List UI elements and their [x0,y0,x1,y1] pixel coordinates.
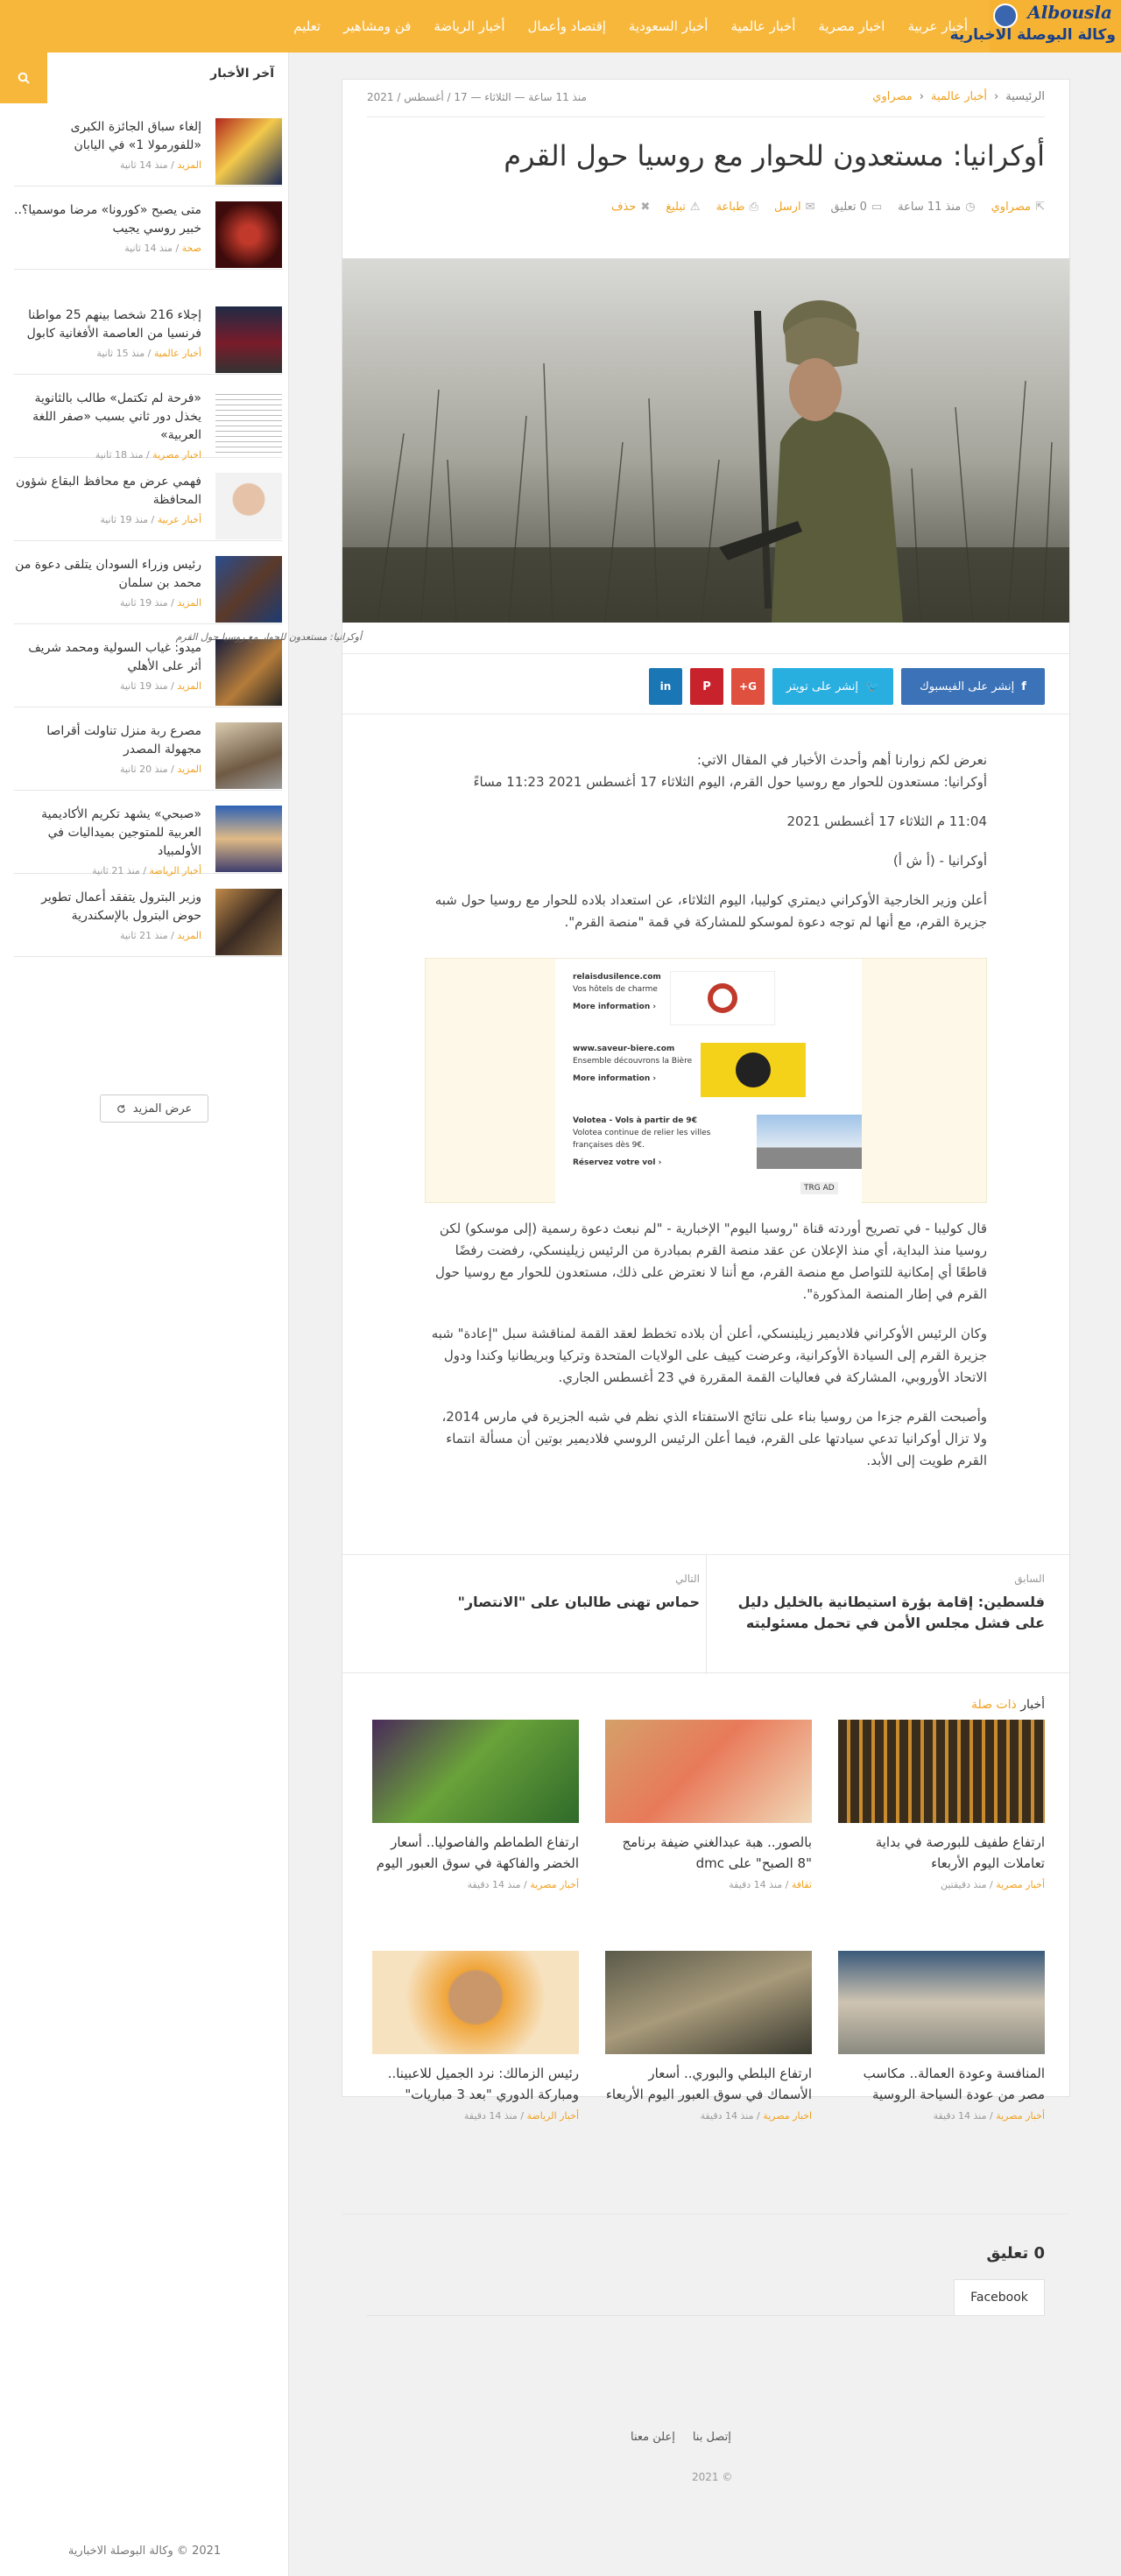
envelope-icon: ✉ [805,201,815,214]
related-title[interactable]: ارتفاع طفيف للبورصة في بداية تعاملات اليوم الأربعاء [875,1834,1045,1871]
paragraph: أوكرانيا: مستعدون للحوار مع روسيا حول القرم، اليوم الثلاثاء 17 أغسطس 2021 11:23 مساءً [473,774,987,790]
share-buttons [649,668,1045,705]
list-item[interactable]: إلغاء سباق الجائزة الكبرى «للفورمولا 1» في اليابان المزيد / منذ 14 ثانية [14,103,282,187]
related-item[interactable]: بالصور.. هبة عبدالغني ضيفة برنامج "8 الصبح" على dmc ثقافة / منذ 14 دقيقة [605,1720,812,1890]
chevron-left-icon: ‹ [994,90,999,103]
footer-link-advertise[interactable]: إعلن معنا [631,2431,675,2444]
item-title[interactable]: ميدو: غياب السولية ومحمد شريف أثر على الأهلي [28,641,201,673]
item-time: منذ 15 ثانية [96,348,145,359]
ad-item[interactable] [573,971,775,1025]
top-bar [0,0,1121,53]
time-label: منذ 11 ساعة [898,201,962,214]
comments-title: 0 تعليق [986,2244,1045,2263]
related-time: منذ 14 دقيقة [700,2110,754,2122]
ad-item[interactable] [573,1115,862,1169]
prev-label: السابق [1014,1573,1045,1585]
divider [367,2315,1045,2316]
ad-desc: Ensemble découvrons la Bière [573,1057,693,1066]
paragraph: نعرض لكم زوارنا أهم وأحدث الأخبار في المقال الاتي: [696,752,987,768]
send-link[interactable]: ارسل [773,201,801,214]
share-facebook-label: إنشر على الفيسبوك [920,679,1015,693]
divider [706,1555,707,1674]
send-meta[interactable] [774,201,815,214]
item-time: منذ 21 ثانية [92,865,140,876]
footer-copyright: © 2021 [692,2471,733,2483]
nav-item[interactable]: أخبار عالمية [730,18,796,34]
item-category[interactable]: المزيد [177,597,201,609]
item-title[interactable]: إجلاء 216 شخصا بينهم 25 مواطنا فرنسيا من العاصمة الأفغانية كابول [26,308,201,341]
breadcrumb [872,90,1045,103]
related-heading-word: أخبار [1020,1698,1045,1712]
comment-icon: ▭ [871,201,883,214]
ad-image [670,971,775,1025]
clock-icon: ◷ [965,201,976,214]
prev-title[interactable]: فلسطين: إقامة بؤرة استيطانية بالخليل دليل على فشل مجلس الأمن في تحمل مسئوليته [737,1594,1045,1631]
tab-facebook-comments[interactable]: Facebook [954,2279,1045,2316]
related-item[interactable]: ارتفاع البلطي والبوري.. أسعار الأسماك في سوق العبور اليوم الأربعاء اخبار مصرية / منذ 14 دقيقة [605,1951,812,2122]
report-link[interactable]: تبليغ [666,201,686,214]
related-time: منذ 14 دقيقة [463,2110,518,2122]
logo-arabic: وكالة البوصلة الاخبارية [949,26,1116,44]
external-link-icon: ⇱ [1035,201,1045,214]
soldier-photo [342,258,1069,623]
related-image[interactable] [605,1951,812,2054]
item-time: منذ 19 ثانية [119,597,168,609]
search-icon [18,72,30,84]
paragraph: أوكرانيا - (أ ش أ) [892,853,987,869]
share-facebook-button[interactable] [901,668,1045,705]
related-image[interactable] [838,1720,1045,1823]
thumbnail[interactable] [215,118,282,185]
list-item[interactable]: «صبحي» يشهد تكريم الأكاديمية العربية للمتوجين بميداليات في الأولمبياد أخبار الرياضة / منذ 21 ثانية [14,791,282,874]
related-item[interactable]: رئيس الزمالك: نرد الجميل للاعبينا.. ومباركة الدوري "بعد 3 مباريات" أخبار الرياضة / منذ 14 دقيقة [372,1951,579,2122]
report-meta[interactable] [666,201,700,214]
divider [342,653,1069,654]
globe-icon [993,4,1018,28]
divider [367,116,1045,117]
item-category[interactable]: المزيد [177,159,201,171]
ad-domain: www.saveur-biere.com [573,1045,675,1053]
nav-item[interactable]: فن ومشاهير [343,18,412,34]
sidebar-copyright: 2021 © وكالة البوصلة الاخبارية [67,2544,222,2558]
paragraph: أعلن وزير الخارجية الأوكراني ديمتري كوليبا، اليوم الثلاثاء، عن استعداد بلاده للحوار مع روسيا حول شبه جزيرة القرم، مع أنها لم توجه دعوة لموسكو للمشاركة في قمة "منصة القرم". [434,892,987,930]
related-category[interactable]: أخبار مصرية [996,2110,1045,2122]
linkedin-icon: in [659,680,672,693]
ad-banner[interactable] [425,958,987,1203]
related-title[interactable]: بالصور.. هبة عبدالغني ضيفة برنامج "8 الصبح" على dmc [622,1834,812,1871]
item-category[interactable]: أخبار الرياضة [149,865,201,876]
list-item[interactable]: فهمي عرض مع محافظ البقاع شؤون المحافظة أخبار عربية / منذ 19 ثانية [14,458,282,541]
image-caption: أوكرانيا: مستعدون للحوار مع روسيا حول القرم [175,631,362,643]
item-title[interactable]: إلغاء سباق الجائزة الكبرى «للفورمولا 1» في اليابان [70,120,201,152]
load-more-label: عرض المزيد [132,1101,193,1116]
related-image[interactable] [605,1720,812,1823]
thumbnail[interactable] [215,473,282,539]
related-image[interactable] [372,1720,579,1823]
sidebar [0,53,289,2576]
item-category[interactable]: المزيد [177,930,201,941]
googleplus-icon: G+ [739,680,757,693]
breadcrumb-home[interactable]: الرئيسية [1005,90,1045,103]
related-time: منذ 14 دقيقة [467,1879,521,1890]
item-time: منذ 20 ثانية [119,764,168,775]
list-item[interactable]: ميدو: غياب السولية ومحمد شريف أثر على الأهلي المزيد / منذ 19 ثانية [14,624,282,707]
refresh-icon [116,1104,126,1114]
ad-desc: Vos hôtels de charme [573,985,658,994]
item-category[interactable]: أخبار عربية [157,514,201,525]
thumbnail[interactable] [215,201,282,268]
item-time: منذ 14 ثانية [119,159,168,171]
next-post-link[interactable] [367,1573,700,1613]
source-link[interactable]: مصراوي [991,201,1032,214]
breadcrumb-category[interactable]: أخبار عالمية [930,90,988,103]
related-title[interactable]: ارتفاع البلطي والبوري.. أسعار الأسماك في سوق العبور اليوم الأربعاء [605,2066,812,2102]
related-category[interactable]: أخبار مصرية [530,1879,579,1890]
item-time: منذ 21 ثانية [119,930,168,941]
twitter-icon: 🐦 [865,679,880,693]
nav-item[interactable]: أخبار الرياضة [434,18,505,34]
post-navigation [342,1554,1069,1673]
item-time: منذ 19 ثانية [119,680,168,692]
close-icon: ✖ [640,201,651,214]
delete-link[interactable]: حذف [610,201,637,214]
paragraph: قال كوليبا - في تصريح أوردته قناة "روسيا اليوم" الإخبارية - "لم نبعث دعوة رسمية (إلى موسكو) لكن روسيا منذ البداية، أي منذ الإعلان عن عقد منصة القرم بمبادرة من الرئيس زيلينسكي، رفضت رفضًا قاطعًا أي إمكانية للتواصل مع منصة القرم، مع أننا لا نعترض على ذلك، مستعدون للحوار مع روسيا حول القرم في إطار المنصة المذكورة". [435,1221,987,1302]
related-category[interactable]: أخبار الرياضة [526,2110,579,2122]
paragraph: وأصبحت القرم جزءا من روسيا بناء على نتائج الاستفتاء الذي نظم في شبه الجزيرة في مارس 2014، ولا تزال أوكرانيا تدعي سيادتها على القرم، فيما أعلن الرئيس الروسي فلاديمير بوتين أن مسألة انتماء القرم طويت إلى الأبد. [441,1409,987,1468]
related-item[interactable]: ارتفاع الطماطم والفاصوليا.. أسعار الخضر والفاكهة في سوق العبور اليوم أخبار مصرية / منذ 14 دقيقة [372,1720,579,1890]
share-googleplus-button[interactable] [731,668,765,705]
pinterest-icon: P [702,679,711,693]
thumbnail[interactable] [215,889,282,955]
related-title[interactable]: المنافسة وعودة العمالة.. مكاسب مصر من عودة السياحة الروسية [863,2066,1045,2102]
print-meta[interactable] [716,201,758,214]
facebook-icon: f [1021,679,1026,693]
comments-count[interactable]: 0 تعليق [830,201,867,214]
related-image[interactable] [838,1951,1045,2054]
site-logo[interactable] [949,0,1121,53]
share-linkedin-button[interactable] [649,668,682,705]
article-meta [611,201,1045,214]
hero-image [342,258,1069,623]
ad-cta[interactable]: More information › [573,1003,657,1011]
item-time: منذ 19 ثانية [100,514,149,525]
time-meta [898,201,975,214]
item-title[interactable]: «فرحة لم تكتمل» طالب بالثانوية يخذل دور ثاني بسبب «صفر اللغة العربية» [32,391,201,442]
list-item[interactable]: «فرحة لم تكتمل» طالب بالثانوية يخذل دور ثاني بسبب «صفر اللغة العربية» اخبار مصرية / منذ 18 ثانية [14,375,282,458]
share-pinterest-button[interactable] [690,668,723,705]
related-image[interactable] [372,1951,579,2054]
paragraph: وكان الرئيس الأوكراني فلاديمير زيلينسكي، أعلن أن بلاده تخطط لعقد القمة لمناقشة سبل "إعادة" شبه جزيرة القرم إلى السيادة الأوكرانية، وعرضت كييف على الولايات المتحدة وتركيا وبريطانيا وكندا ودول الاتحاد الأوروبي، المشاركة في فعاليات القمة المقررة في 23 أغسطس الجاري. [431,1326,987,1385]
next-title[interactable]: حماس تهنى طالبان على "الانتصار" [457,1594,700,1610]
nav-item[interactable]: أخبار السعودية [628,18,709,34]
related-heading [971,1698,1045,1712]
chevron-left-icon: ‹ [919,90,924,103]
ad-desc: Volotea continue de relier les villes françaises dès 9€. [573,1129,711,1150]
item-title[interactable]: متى يصبح «كورونا» مرضا موسميا؟.. خبير روسي يجيب [14,203,201,236]
related-item[interactable]: ارتفاع طفيف للبورصة في بداية تعاملات اليوم الأربعاء أخبار مصرية / منذ دقيقتين [838,1720,1045,1890]
item-title[interactable]: فهمي عرض مع محافظ البقاع شؤون المحافظة [16,475,201,507]
item-category[interactable]: اخبار مصرية [152,449,201,461]
item-category[interactable]: المزيد [177,680,201,692]
ad-content [555,959,862,1204]
logo-latin: Albousla [1027,2,1112,23]
paragraph: 11:04 م الثلاثاء 17 أغسطس 2021 [786,813,987,829]
comments-meta[interactable] [830,201,882,214]
item-category[interactable]: صحة [181,243,201,254]
list-item[interactable]: رئيس وزراء السودان يتلقى دعوة من محمد بن سلمان المزيد / منذ 19 ثانية [14,541,282,624]
ad-domain: relaisdusilence.com [573,973,661,982]
related-category[interactable]: ثقافة [791,1879,812,1890]
nav-item[interactable]: إقتصاد وأعمال [527,18,606,34]
related-category[interactable]: اخبار مصرية [763,2110,812,2122]
list-item[interactable]: وزير البترول يتفقد أعمال تطوير حوض البترول بالإسكندرية المزيد / منذ 21 ثانية [14,874,282,957]
search-button[interactable] [0,53,47,103]
main-nav [282,0,979,53]
item-time: منذ 18 ثانية [95,449,144,461]
item-category[interactable]: أخبار عالمية [153,348,201,359]
load-more-button[interactable] [100,1094,208,1123]
item-title[interactable]: رئيس وزراء السودان يتلقى دعوة من محمد بن سلمان [15,558,201,590]
latest-news-list [14,103,282,957]
item-title[interactable]: «صبحي» يشهد تكريم الأكاديمية العربية للمتوجين بميداليات في الأولمبياد [41,807,201,858]
share-twitter-button[interactable] [772,668,893,705]
item-title[interactable]: مصرع ربة منزل تناولت أقراصا مجهولة المصدر [46,724,201,757]
related-heading-accent: ذات صلة [970,1698,1017,1712]
thumbnail[interactable] [215,306,282,373]
thumbnail[interactable] [215,639,282,706]
footer-link-contact[interactable]: إتصل بنا [692,2431,731,2444]
source-meta[interactable] [991,201,1045,214]
print-icon: ⎙ [749,201,758,214]
nav-item[interactable]: اخبار مصرية [818,18,885,34]
related-title[interactable]: ارتفاع الطماطم والفاصوليا.. أسعار الخضر والفاكهة في سوق العبور اليوم [376,1834,579,1871]
share-twitter-label: إنشر على تويتر [786,679,859,693]
nav-item[interactable]: تعليم [293,18,321,34]
prev-post-link[interactable] [712,1573,1045,1634]
page-title: أوكرانيا: مستعدون للحوار مع روسيا حول القرم [504,139,1045,172]
article-dateline: منذ 11 ساعة — الثلاثاء — 17 / أغسطس / 2021 [367,91,587,103]
thumbnail[interactable] [215,722,282,789]
print-link[interactable]: طباعة [716,201,745,214]
list-item[interactable]: إجلاء 216 شخصا بينهم 25 مواطنا فرنسيا من العاصمة الأفغانية كابول أخبار عالمية / منذ 15 ثانية [14,292,282,375]
ad-item[interactable] [573,1043,806,1097]
related-time: منذ دقيقتين [940,1879,987,1890]
delete-meta[interactable] [611,201,650,214]
related-category[interactable]: أخبار مصرية [996,1879,1045,1890]
ad-image [757,1115,862,1169]
related-item[interactable]: المنافسة وعودة العمالة.. مكاسب مصر من عودة السياحة الروسية أخبار مصرية / منذ 14 دقيقة [838,1951,1045,2122]
ad-domain: Volotea - Vols à partir de 9€ [573,1116,697,1125]
item-title[interactable]: وزير البترول يتفقد أعمال تطوير حوض البترول بالإسكندرية [41,890,201,923]
ad-image [701,1043,806,1097]
thumbnail[interactable] [215,390,282,456]
item-time: منذ 14 ثانية [124,243,173,254]
ad-cta[interactable]: More information › [573,1074,657,1083]
warning-icon: ⚠ [689,201,701,214]
nav-item[interactable]: أخبار عربية [907,18,968,34]
thumbnail[interactable] [215,556,282,623]
list-item[interactable]: مصرع ربة منزل تناولت أقراصا مجهولة المصدر المزيد / منذ 20 ثانية [14,707,282,791]
ad-badge: TRG AD [800,1182,838,1194]
item-category[interactable]: المزيد [177,764,201,775]
breadcrumb-source[interactable]: مصراوي [872,90,913,103]
sidebar-title: آخر الأخبار [210,67,274,81]
thumbnail[interactable] [215,806,282,872]
related-title[interactable]: رئيس الزمالك: نرد الجميل للاعبينا.. ومباركة الدوري "بعد 3 مباريات" [387,2066,579,2102]
ad-cta[interactable]: Réservez votre vol › [573,1158,662,1167]
next-label: التالي [675,1573,700,1585]
related-time: منذ 14 دقيقة [933,2110,987,2122]
list-item[interactable]: متى يصبح «كورونا» مرضا موسميا؟.. خبير روسي يجيب صحة / منذ 14 ثانية [14,187,282,270]
related-time: منذ 14 دقيقة [729,1879,783,1890]
footer-links [631,2431,731,2444]
